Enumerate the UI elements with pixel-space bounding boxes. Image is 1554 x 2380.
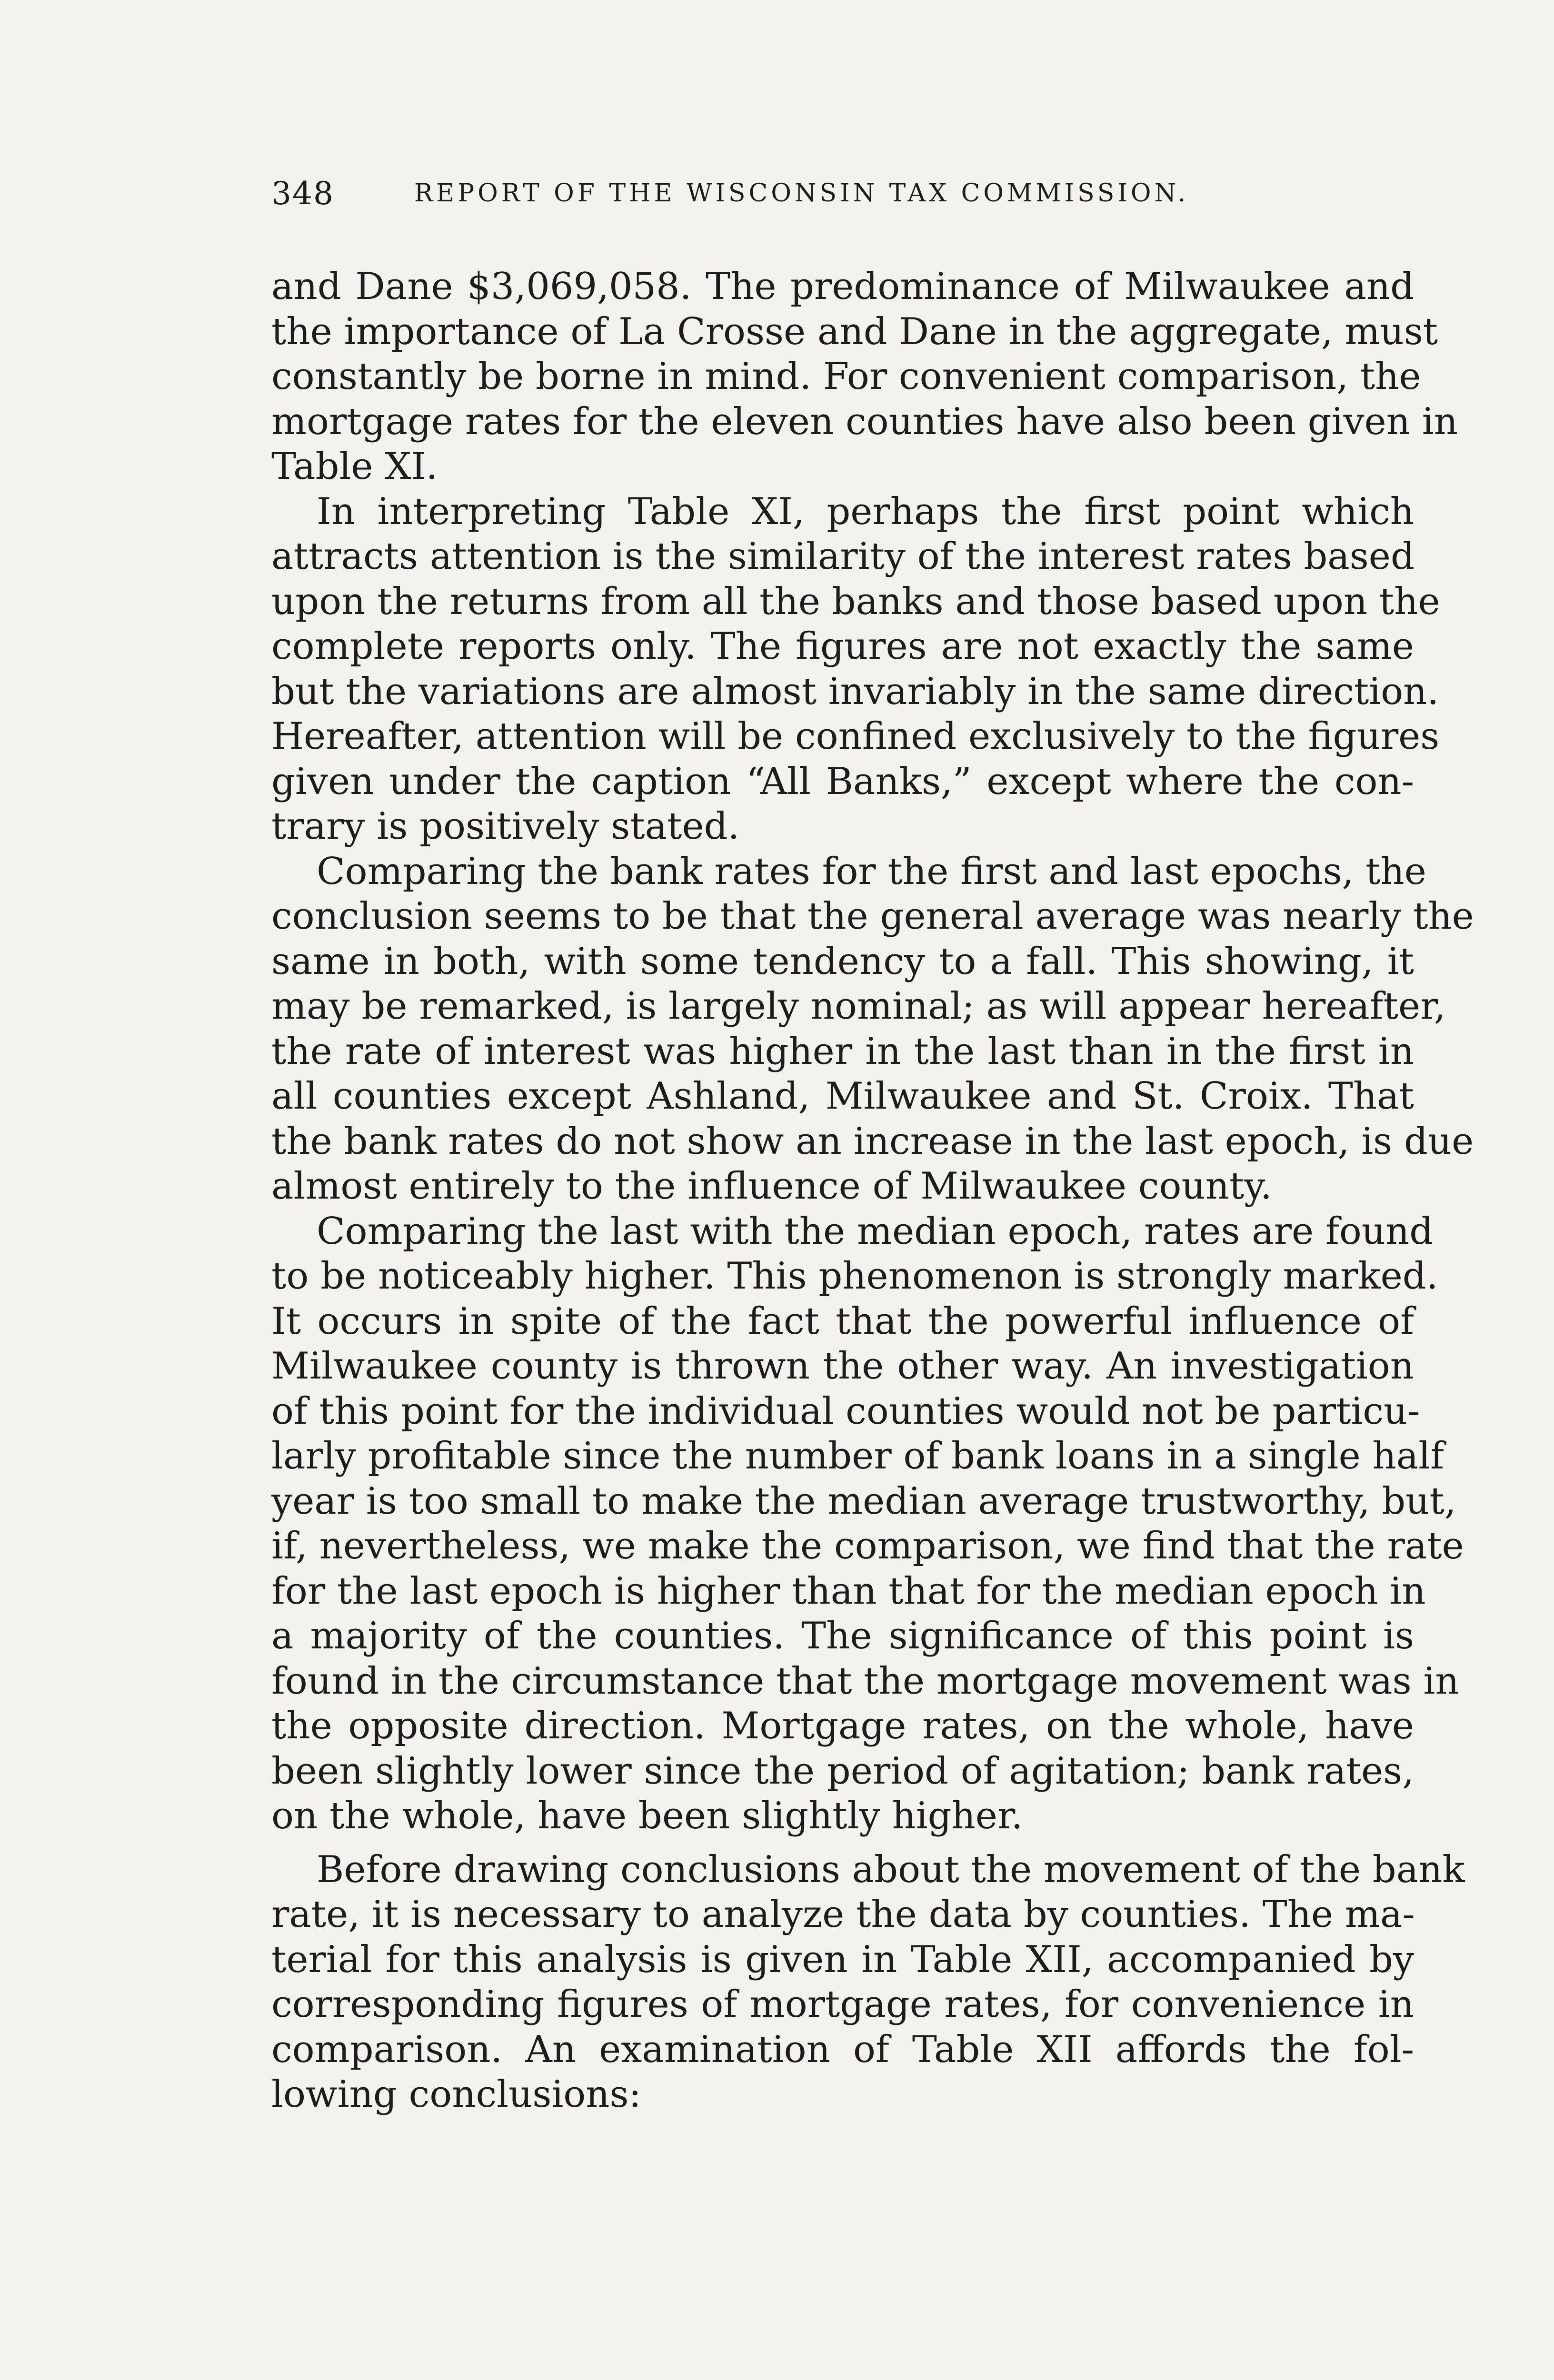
text-line: Milwaukee county is thrown the other way. An investigation xyxy=(271,1345,1414,1388)
text-line: the importance of La Crosse and Dane in the aggregate, must xyxy=(271,310,1438,353)
text-line: found in the circumstance that the mortgage movement was in xyxy=(271,1659,1459,1703)
text-line: on the whole, have been slightly higher. xyxy=(271,1795,1023,1837)
text-line: constantly be borne in mind. For convenient comparison, the xyxy=(271,355,1421,398)
text-line: rate, it is necessary to analyze the data by counties. The ma- xyxy=(271,1893,1415,1936)
text-line: to be noticeably higher. This phenomenon is strongly marked. xyxy=(271,1255,1438,1298)
text-line: corresponding figures of mortgage rates, for convenience in xyxy=(271,1983,1414,2026)
text-line: of this point for the individual counties would not be particu- xyxy=(271,1389,1420,1433)
paragraph xyxy=(271,264,1458,489)
text-line: may be remarked, is largely nominal; as will appear hereafter, xyxy=(271,985,1446,1028)
text-line: Before drawing conclusions about the movement of the bank xyxy=(317,1848,1465,1891)
paragraph-gap xyxy=(271,1839,1414,1847)
body-text xyxy=(271,264,1474,2117)
text-line: almost entirely to the influence of Milwaukee county. xyxy=(271,1165,1272,1208)
text-line: all counties except Ashland, Milwaukee and St. Croix. That xyxy=(271,1075,1414,1118)
text-line: been slightly lower since the period of agitation; bank rates, xyxy=(271,1749,1414,1793)
text-line: conclusion seems to be that the general average was nearly the xyxy=(271,895,1474,938)
text-line: same in both, with some tendency to a fall. This showing, it xyxy=(271,940,1414,983)
text-line: the opposite direction. Mortgage rates, on the whole, have xyxy=(271,1705,1414,1747)
text-line: lowing conclusions: xyxy=(271,2073,641,2116)
text-line: In interpreting Table XI, perhaps the first point which xyxy=(317,490,1414,533)
text-line: and Dane $3,069,058. The predominance of Milwaukee and xyxy=(271,265,1414,308)
text-line: terial for this analysis is given in Table XII, accompanied by xyxy=(271,1938,1414,1981)
text-line: mortgage rates for the eleven counties have also been given in xyxy=(271,400,1458,443)
running-head xyxy=(271,175,1414,218)
page-number: 348 xyxy=(271,175,334,212)
text-line: complete reports only. The figures are not exactly the same xyxy=(271,625,1414,668)
text-line: the rate of interest was higher in the last than in the first in xyxy=(271,1030,1414,1073)
text-line: but the variations are almost invariably in the same direction. xyxy=(271,670,1439,713)
paragraph xyxy=(271,1847,1465,2117)
text-line: attracts attention is the similarity of the interest rates based xyxy=(271,535,1415,578)
text-line: a majority of the counties. The significance of this point is xyxy=(271,1615,1414,1657)
text-line: upon the returns from all the banks and those based upon the xyxy=(271,580,1440,623)
text-line: comparison. An examination of Table XII affords the fol- xyxy=(271,2028,1414,2071)
paragraph xyxy=(271,489,1440,849)
text-line: if, nevertheless, we make the comparison, we find that the rate xyxy=(271,1525,1464,1567)
text-line: larly profitable since the number of bank loans in a single half xyxy=(271,1435,1444,1478)
paragraph xyxy=(271,849,1474,1209)
text-line: given under the caption “All Banks,” except where the con- xyxy=(271,760,1414,803)
text-line: trary is positively stated. xyxy=(271,805,740,848)
text-line: the bank rates do not show an increase in the last epoch, is due xyxy=(271,1120,1474,1163)
text-line: It occurs in spite of the fact that the powerful influence of xyxy=(271,1299,1414,1343)
text-line: Hereafter, attention will be confined exclusively to the figures xyxy=(271,715,1440,758)
text-line: Comparing the last with the median epoch, rates are found xyxy=(317,1210,1434,1253)
text-line: Table XI. xyxy=(271,445,438,488)
text-line: for the last epoch is higher than that for the median epoch in xyxy=(271,1569,1426,1613)
running-title: REPORT OF THE WISCONSIN TAX COMMISSION. xyxy=(414,179,1189,208)
text-line: year is too small to make the median average trustworthy, but, xyxy=(271,1479,1456,1523)
paragraph xyxy=(271,1209,1464,1839)
text-line: Comparing the bank rates for the first and last epochs, the xyxy=(317,850,1426,893)
